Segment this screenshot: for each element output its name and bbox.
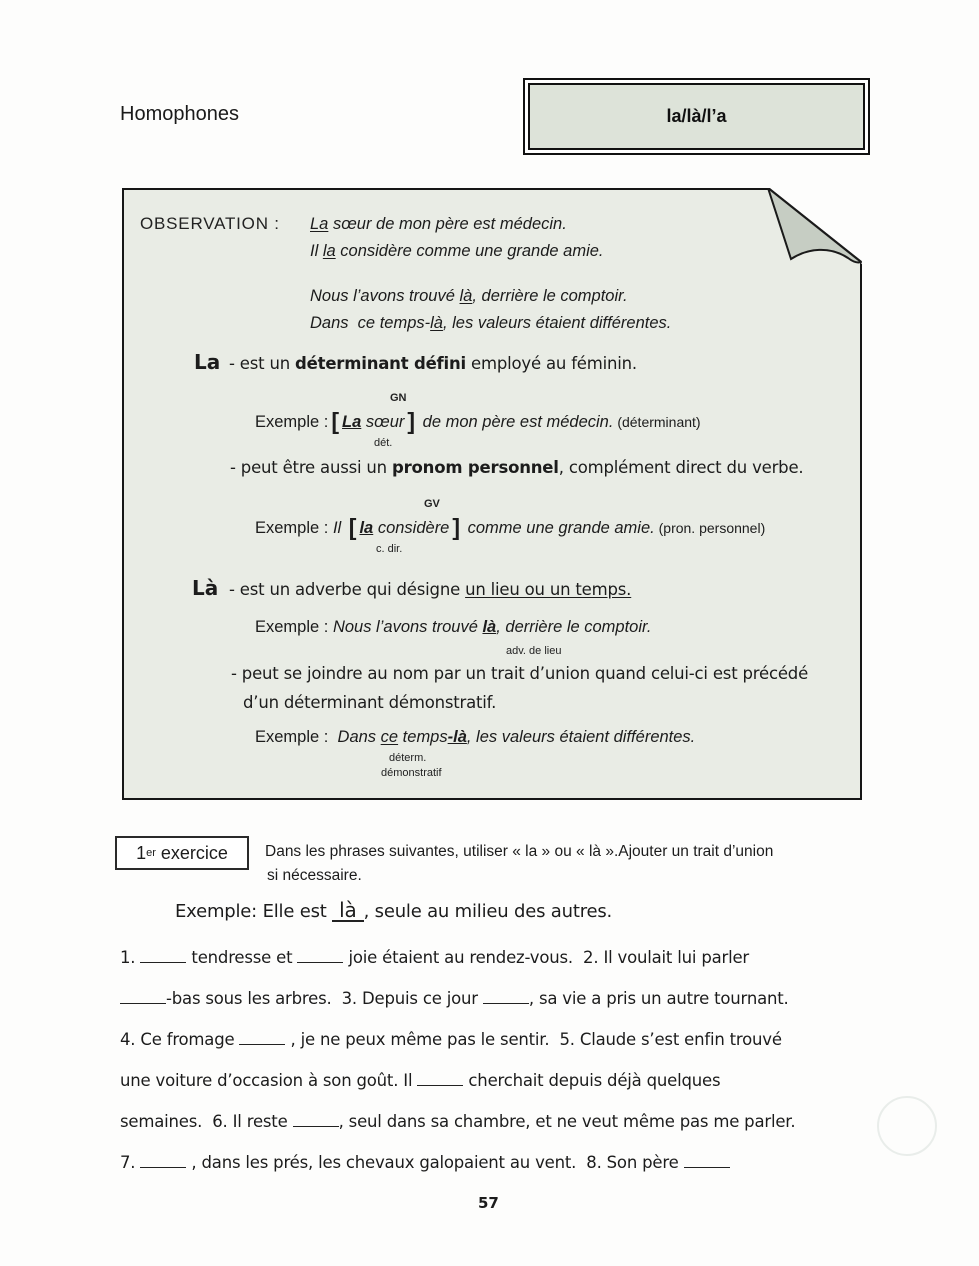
page-title: Homophones (120, 103, 239, 125)
answer-blank (120, 991, 166, 1004)
answer-blank (140, 1155, 186, 1168)
example-la-pronom (255, 514, 765, 538)
punch-hole-shadow (877, 1096, 937, 1156)
definition-bold: pronom personnel (392, 458, 559, 477)
sentence-text: 1. (120, 948, 141, 967)
term-la-accent: Là (192, 576, 219, 600)
topic-badge (523, 78, 870, 155)
sentence-text: comme une grande amie. (463, 519, 655, 537)
highlight-word: -là (447, 728, 467, 746)
answer-written: là (332, 900, 363, 922)
page-curl-icon (758, 188, 862, 278)
example-label: Exemple : (255, 728, 329, 746)
definition-text: - est un adverbe qui désigne (229, 580, 466, 599)
exercise-sentence (120, 1030, 782, 1049)
example-la-determinant (255, 408, 701, 432)
exercise-sentence (120, 1153, 730, 1172)
exercise-instruction-1: Dans les phrases suivantes, utiliser « la » ou « là ».Ajouter un trait d’union (265, 843, 774, 860)
sentence-text: , seul dans sa chambre, et ne veut même pas me parler. (338, 1112, 796, 1131)
sentence-text: Dans (328, 728, 381, 746)
sentence-text: Il (328, 519, 346, 537)
exercise-sentence (120, 989, 789, 1008)
cdir-sublabel: c. dir. (376, 543, 403, 555)
definition-la-1 (229, 354, 637, 373)
answer-blank (483, 991, 529, 1004)
observation-label: OBSERVATION : (140, 214, 280, 233)
grammar-tag: (pron. personnel) (654, 520, 766, 536)
sentence-text: , derrière le comptoir. (496, 618, 652, 636)
sentence-text: Nous l’avons trouvé (328, 618, 483, 636)
highlight-word: ce (380, 728, 399, 746)
observation-sentence (310, 287, 628, 306)
sentence-text: considère comme une grande amie. (335, 242, 604, 260)
sentence-text: Il (310, 242, 323, 260)
sentence-text: temps (398, 728, 448, 746)
topic-badge-label: la/là/l’a (528, 83, 865, 150)
exercise-word: exercice (155, 842, 228, 863)
highlight-word: la (322, 242, 336, 260)
example-laa-trait (255, 728, 695, 747)
gn-label: GN (390, 392, 407, 404)
definition-bold: déterminant défini (295, 354, 466, 373)
answer-blank (417, 1073, 463, 1086)
observation-sentence (310, 314, 671, 333)
demonstratif-sublabel: démonstratif (381, 767, 442, 779)
sentence-text: Exemple: Elle est (175, 901, 333, 922)
page-number: 57 (478, 1194, 499, 1212)
sentence-text: Dans ce temps- (310, 314, 431, 332)
highlight-word: là (430, 314, 443, 332)
sentence-text: , les valeurs étaient différentes. (466, 728, 696, 746)
answer-blank (140, 950, 186, 963)
observation-sentence (310, 242, 604, 261)
sentence-text: , seule au milieu des autres. (363, 901, 613, 922)
definition-laa-1 (229, 580, 631, 599)
answer-blank (684, 1155, 730, 1168)
definition-text: , complément direct du verbe. (558, 458, 804, 477)
exercise-example (175, 900, 612, 922)
definition-text: - est un (229, 354, 296, 373)
example-label: Exemple : (255, 519, 329, 537)
exercise-sentence (120, 1112, 795, 1131)
sentence-text: , je ne peux même pas le sentir. 5. Claude s’est enfin trouvé (285, 1030, 782, 1049)
sentence-text: -bas sous les arbres. 3. Depuis ce jour (166, 989, 483, 1008)
sentence-text: , derrière le comptoir. (472, 287, 628, 305)
answer-blank (239, 1032, 285, 1045)
highlight-word: là (482, 618, 497, 636)
definition-laa-2a: - peut se joindre au nom par un trait d’union quand celui-ci est précédé (231, 664, 809, 683)
determ-sublabel: déterm. (389, 752, 427, 764)
exercise-number: 1 (136, 842, 147, 863)
sentence-text: 4. Ce fromage (120, 1030, 240, 1049)
example-label: Exemple : (255, 618, 329, 636)
open-bracket: [ (348, 514, 357, 540)
sentence-text: cherchait depuis déjà quelques (463, 1071, 721, 1090)
term-la: La (194, 350, 221, 374)
sentence-text: semaines. 6. Il reste (120, 1112, 293, 1131)
observation-sentence (310, 215, 567, 234)
sentence-text: sœur de mon père est médecin. (328, 215, 567, 233)
highlight-word: La (342, 413, 362, 431)
highlight-word: la (359, 519, 374, 537)
sentence-text: , sa vie a pris un autre tournant. (528, 989, 789, 1008)
answer-blank (297, 950, 343, 963)
close-bracket: ] (407, 408, 416, 434)
example-label: Exemple : (255, 413, 329, 431)
exercise-sentence (120, 948, 749, 967)
exercise-instruction-2: si nécessaire. (267, 867, 362, 884)
answer-blank (293, 1114, 339, 1127)
exercise-sentence (120, 1071, 720, 1090)
sentence-text: Nous l’avons trouvé (310, 287, 460, 305)
sentence-text: tendresse et (186, 948, 298, 967)
definition-laa-2b: d’un déterminant démonstratif. (243, 693, 497, 712)
open-bracket: [ (331, 408, 340, 434)
sentence-text: de mon père est médecin. (418, 413, 614, 431)
example-laa-adverbe (255, 618, 652, 637)
sentence-text: 7. (120, 1153, 141, 1172)
exercise-badge (115, 836, 249, 870)
definition-text: employé au féminin. (466, 354, 637, 373)
grammar-tag: (déterminant) (613, 414, 701, 430)
close-bracket: ] (452, 514, 461, 540)
sentence-text: , dans les prés, les chevaux galopaient au vent. 8. Son père (186, 1153, 684, 1172)
highlight-word: La (310, 215, 329, 233)
det-sublabel: dét. (374, 437, 393, 449)
definition-underline: un lieu ou un temps. (465, 580, 632, 599)
definition-la-2 (230, 458, 803, 477)
sentence-text: joie étaient au rendez-vous. 2. Il voulait lui parler (343, 948, 750, 967)
advlieu-sublabel: adv. de lieu (506, 645, 562, 657)
gv-label: GV (424, 498, 440, 510)
sentence-text: sœur (361, 413, 405, 431)
highlight-word: là (459, 287, 473, 305)
definition-text: - peut être aussi un (230, 458, 392, 477)
exercise-ordinal: er (146, 847, 156, 859)
sentence-text: une voiture d’occasion à son goût. Il (120, 1071, 418, 1090)
observation-box (122, 188, 862, 800)
sentence-text: considère (373, 519, 450, 537)
sentence-text: , les valeurs étaient différentes. (442, 314, 672, 332)
